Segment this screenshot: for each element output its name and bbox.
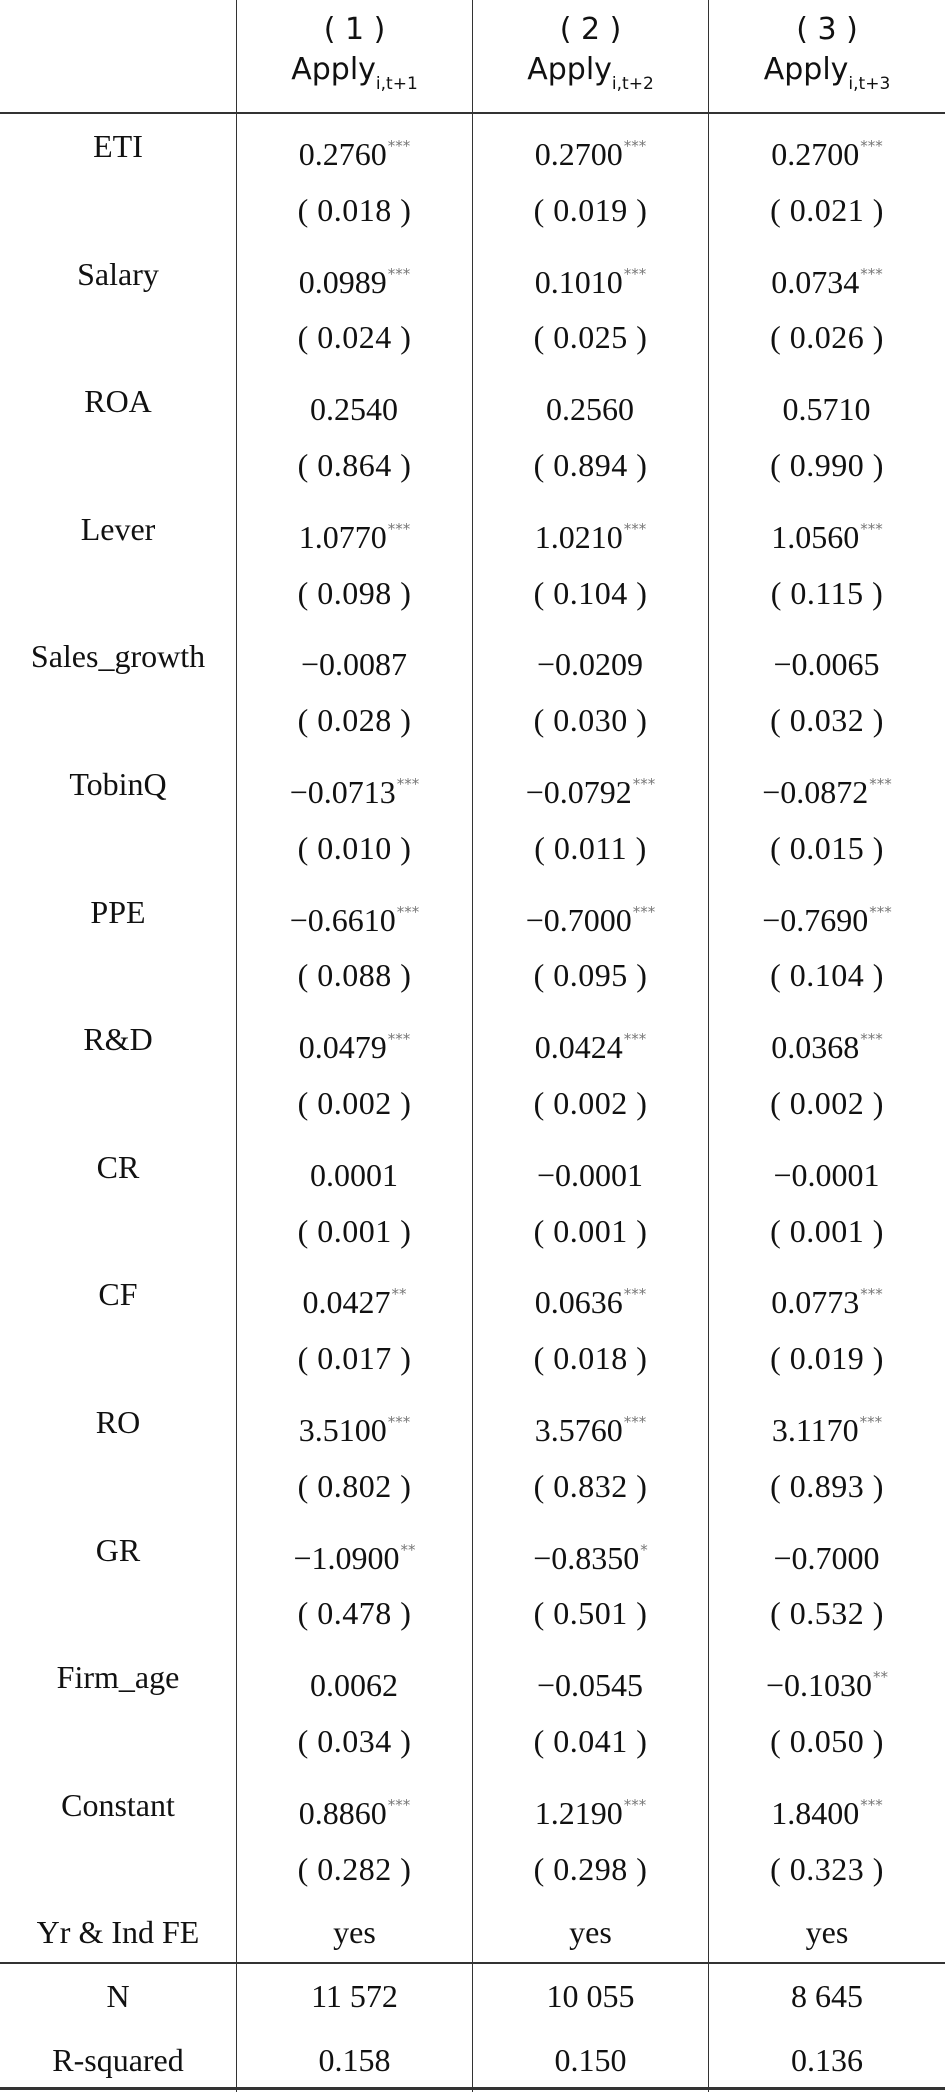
standard-error-cell: ( 0.001 ) (770, 1212, 884, 1249)
significance-stars: *** (859, 1413, 883, 1431)
significance-stars: *** (860, 1795, 883, 1814)
coefficient-cell (473, 752, 708, 816)
standard-error-row (0, 561, 945, 625)
coefficient-cell (237, 752, 472, 816)
coefficient-row (0, 1390, 945, 1454)
variable-label: Constant (61, 1786, 175, 1823)
coefficient-value: 0.0636 (534, 1284, 623, 1321)
significance-stars: *** (396, 775, 420, 793)
standard-error-cell: ( 0.034 ) (297, 1723, 412, 1759)
variable-label: ROA (84, 383, 152, 420)
variable-label: TobinQ (69, 766, 167, 802)
standard-error-cell: ( 0.015 ) (770, 829, 884, 866)
standard-error-cell: ( 0.002 ) (297, 1085, 412, 1121)
coefficient-cell (473, 497, 708, 561)
coefficient-cell (473, 1645, 708, 1709)
coefficient-cell (237, 369, 472, 433)
variable-label: R&D (83, 1021, 153, 1058)
coefficient-cell (473, 1773, 708, 1837)
coefficient-cell (473, 1518, 708, 1582)
dep-var-subscript: i,t+3 (848, 74, 891, 94)
stat-value: 10 055 (546, 1978, 635, 2014)
variable-label: Salary (77, 255, 159, 292)
significance-stars: *** (387, 1795, 411, 1814)
standard-error-cell: ( 0.010 ) (297, 829, 412, 866)
coefficient-cell (473, 1135, 708, 1199)
coefficient-cell (709, 1518, 945, 1582)
coefficient-cell (237, 624, 472, 688)
coefficient-cell (473, 624, 708, 688)
standard-error-cell: ( 0.001 ) (533, 1212, 648, 1249)
standard-error-cell: ( 0.025 ) (533, 319, 648, 356)
coefficient-cell (709, 880, 945, 944)
variable-label: PPE (90, 893, 146, 930)
coefficient-row (0, 497, 945, 561)
significance-stars: *** (623, 1413, 647, 1431)
coefficient-cell (709, 1645, 945, 1709)
stat-value: 0.136 (791, 2041, 863, 2078)
coefficient-cell (237, 242, 472, 306)
coefficient-row (0, 1007, 945, 1071)
standard-error-cell: ( 0.532 ) (770, 1595, 884, 1632)
coefficient-value: 0.0001 (310, 1156, 398, 1193)
significance-stars: *** (623, 519, 647, 538)
variable-label: RO (95, 1404, 141, 1440)
significance-stars: ** (873, 1668, 889, 1687)
standard-error-cell: ( 0.032 ) (770, 702, 884, 739)
coefficient-value: 0.2700 (534, 136, 623, 172)
coefficient-cell (237, 880, 472, 944)
stat-label: R-squared (52, 2041, 184, 2078)
standard-error-cell: ( 0.011 ) (534, 829, 647, 866)
significance-stars: *** (387, 1030, 411, 1049)
column-header-2 (473, 10, 708, 110)
coefficient-cell (237, 1135, 472, 1199)
stats-row (0, 1964, 945, 2028)
standard-error-row (0, 688, 945, 752)
coefficient-value: 0.2540 (310, 391, 398, 428)
fe-label: Yr & Ind FE (36, 1914, 200, 1951)
standard-error-row (0, 1454, 945, 1518)
coefficient-value: −0.8350 (533, 1539, 640, 1576)
coefficient-value: 0.0062 (310, 1667, 398, 1704)
fe-value: yes (333, 1914, 376, 1951)
standard-error-row (0, 305, 945, 369)
coefficient-cell (473, 1262, 708, 1326)
coefficient-row (0, 1518, 945, 1582)
column-number: ( 1 ) (323, 12, 386, 47)
significance-stars: * (640, 1540, 648, 1559)
standard-error-cell: ( 0.501 ) (533, 1595, 648, 1632)
coefficient-cell (237, 1645, 472, 1709)
coefficient-cell (237, 1390, 472, 1454)
significance-stars: *** (623, 137, 647, 155)
standard-error-cell: ( 0.041 ) (533, 1723, 648, 1759)
standard-error-row (0, 1071, 945, 1135)
standard-error-row (0, 1709, 945, 1773)
coefficient-value: 0.5710 (782, 391, 871, 428)
significance-stars: ** (400, 1540, 416, 1559)
coefficient-value: 1.0210 (534, 518, 623, 555)
standard-error-row (0, 178, 945, 242)
standard-error-cell: ( 0.001 ) (297, 1212, 412, 1249)
coefficient-cell (473, 242, 708, 306)
coefficient-cell (709, 114, 945, 178)
column-number: ( 2 ) (559, 12, 622, 47)
dep-var-subscript: i,t+1 (375, 74, 418, 94)
standard-error-row (0, 943, 945, 1007)
coefficient-value: 0.2760 (298, 136, 387, 172)
coefficient-value: −0.0087 (300, 646, 408, 683)
coefficient-cell (709, 1773, 945, 1837)
significance-stars: *** (387, 137, 411, 155)
coefficient-value: −0.0713 (289, 774, 396, 810)
coefficient-cell (237, 1518, 472, 1582)
dep-var-name: Apply (291, 52, 376, 87)
dependent-variable (237, 50, 472, 104)
dependent-variable (709, 50, 945, 104)
coefficient-cell (237, 497, 472, 561)
standard-error-row (0, 1199, 945, 1263)
coefficient-value: 0.8860 (298, 1794, 387, 1831)
coefficient-row (0, 752, 945, 816)
coefficient-value: 1.8400 (771, 1794, 860, 1831)
coefficient-value: 0.0424 (534, 1029, 623, 1066)
dep-var-subscript: i,t+2 (611, 74, 654, 94)
coefficient-value: −1.0900 (293, 1539, 400, 1576)
standard-error-cell: ( 0.802 ) (297, 1467, 412, 1504)
variable-label: Lever (80, 510, 156, 547)
significance-stars: *** (860, 1285, 883, 1304)
significance-stars: *** (869, 902, 892, 921)
coefficient-cell (709, 497, 945, 561)
standard-error-cell: ( 0.104 ) (533, 574, 648, 611)
coefficient-cell (709, 1390, 945, 1454)
standard-error-cell: ( 0.893 ) (770, 1467, 884, 1504)
standard-error-cell: ( 0.024 ) (297, 319, 412, 356)
coefficient-row (0, 1262, 945, 1326)
standard-error-cell: ( 0.028 ) (297, 702, 412, 739)
coefficient-value: 0.1010 (534, 263, 623, 300)
standard-error-cell: ( 0.019 ) (770, 1340, 884, 1377)
significance-stars: *** (860, 137, 883, 155)
coefficient-value: −0.0872 (762, 774, 869, 810)
coefficient-value: −0.0209 (536, 646, 644, 683)
significance-stars: *** (632, 902, 656, 921)
fixed-effects-row (0, 1900, 945, 1964)
stat-value: 0.158 (318, 2041, 391, 2078)
coefficient-row (0, 1645, 945, 1709)
coefficient-value: 0.0989 (298, 263, 387, 300)
standard-error-row (0, 1837, 945, 1901)
standard-error-cell: ( 0.298 ) (533, 1850, 648, 1887)
dep-var-name: Apply (763, 52, 849, 87)
coefficient-value: 3.5760 (534, 1412, 623, 1448)
significance-stars: *** (623, 1795, 647, 1814)
standard-error-cell: ( 0.026 ) (770, 319, 884, 356)
coefficient-value: 1.0560 (771, 518, 860, 555)
fe-value: yes (569, 1914, 612, 1951)
coefficient-value: 0.0734 (771, 263, 860, 300)
dep-var-name: Apply (527, 52, 612, 87)
standard-error-row (0, 433, 945, 497)
coefficient-cell (237, 114, 472, 178)
coefficient-row (0, 369, 945, 433)
coefficient-cell (709, 624, 945, 688)
coefficient-value: −0.0001 (536, 1156, 644, 1193)
variable-label: GR (95, 1531, 141, 1568)
column-header-1 (237, 10, 472, 110)
coefficient-value: −0.7690 (762, 901, 869, 938)
standard-error-cell: ( 0.323 ) (770, 1850, 884, 1887)
significance-stars: ** (391, 1285, 407, 1304)
coefficient-value: 3.1170 (771, 1412, 859, 1448)
standard-error-row (0, 1581, 945, 1645)
coefficient-value: 3.5100 (298, 1412, 387, 1448)
coefficient-value: 0.0773 (771, 1284, 860, 1321)
variable-label: ETI (93, 128, 143, 164)
significance-stars: *** (387, 264, 411, 283)
coefficient-value: 1.2190 (534, 1794, 623, 1831)
coefficient-value: 0.2560 (546, 391, 634, 428)
variable-label: CF (98, 1276, 138, 1313)
coefficient-value: 0.0427 (302, 1284, 391, 1321)
standard-error-row (0, 1326, 945, 1390)
standard-error-cell: ( 0.019 ) (533, 191, 648, 228)
significance-stars: *** (869, 775, 892, 793)
coefficient-cell (473, 880, 708, 944)
significance-stars: *** (860, 519, 883, 538)
coefficient-row (0, 1773, 945, 1837)
standard-error-cell: ( 0.894 ) (533, 447, 648, 483)
standard-error-cell: ( 0.478 ) (297, 1595, 412, 1632)
stats-row (0, 2028, 945, 2092)
coefficient-cell (709, 1135, 945, 1199)
significance-stars: *** (396, 902, 420, 921)
significance-stars: *** (387, 519, 411, 538)
significance-stars: *** (623, 1285, 647, 1304)
coefficient-cell (709, 242, 945, 306)
coefficient-value: −0.0001 (773, 1156, 880, 1193)
significance-stars: *** (623, 1030, 647, 1049)
significance-stars: *** (860, 264, 883, 283)
coefficient-value: −0.7000 (773, 1539, 880, 1576)
coefficient-cell (709, 369, 945, 433)
coefficient-cell (709, 1262, 945, 1326)
coefficient-value: 0.2700 (771, 136, 860, 172)
significance-stars: *** (860, 1030, 883, 1049)
coefficient-cell (237, 1773, 472, 1837)
coefficient-cell (709, 1007, 945, 1071)
coefficient-cell (709, 752, 945, 816)
fe-value: yes (805, 1914, 849, 1951)
coefficient-cell (473, 369, 708, 433)
standard-error-cell: ( 0.002 ) (770, 1085, 884, 1121)
stat-label: N (106, 1978, 130, 2014)
stat-value: 0.150 (554, 2041, 627, 2078)
coefficient-value: 0.0368 (771, 1029, 860, 1066)
standard-error-cell: ( 0.832 ) (533, 1467, 648, 1504)
variable-label: Sales_growth (30, 638, 206, 675)
column-number: ( 3 ) (796, 12, 858, 47)
significance-stars: *** (387, 1413, 411, 1431)
coefficient-row (0, 880, 945, 944)
coefficient-cell (237, 1007, 472, 1071)
coefficient-row (0, 114, 945, 178)
coefficient-value: 1.0770 (298, 518, 387, 555)
coefficient-value: −0.7000 (525, 901, 632, 938)
standard-error-cell: ( 0.282 ) (297, 1850, 412, 1887)
coefficient-value: −0.0065 (773, 646, 880, 683)
significance-stars: *** (632, 775, 656, 793)
column-header-3 (709, 10, 945, 110)
standard-error-cell: ( 0.021 ) (770, 191, 884, 228)
dependent-variable (473, 50, 708, 104)
standard-error-cell: ( 0.098 ) (297, 574, 412, 611)
standard-error-cell: ( 0.095 ) (533, 957, 648, 994)
coefficient-cell (237, 1262, 472, 1326)
coefficient-row (0, 624, 945, 688)
standard-error-cell: ( 0.002 ) (533, 1085, 648, 1121)
coefficient-cell (473, 1007, 708, 1071)
coefficient-value: −0.6610 (289, 901, 396, 938)
standard-error-cell: ( 0.018 ) (297, 191, 412, 228)
coefficient-row (0, 242, 945, 306)
coefficient-value: −0.1030 (765, 1667, 873, 1704)
coefficient-value: −0.0545 (536, 1667, 644, 1704)
standard-error-cell: ( 0.018 ) (533, 1340, 648, 1377)
standard-error-cell: ( 0.990 ) (770, 447, 884, 483)
coefficient-cell (473, 1390, 708, 1454)
variable-label: Firm_age (56, 1659, 180, 1696)
variable-label: CR (96, 1148, 140, 1185)
significance-stars: *** (623, 264, 647, 283)
standard-error-cell: ( 0.115 ) (770, 574, 884, 611)
standard-error-cell: ( 0.104 ) (770, 957, 884, 994)
standard-error-cell: ( 0.017 ) (297, 1340, 412, 1377)
standard-error-cell: ( 0.864 ) (297, 447, 412, 483)
coefficient-cell (473, 114, 708, 178)
stat-value: 8 645 (791, 1978, 863, 2014)
standard-error-row (0, 816, 945, 880)
coefficient-row (0, 1135, 945, 1199)
coefficient-value: 0.0479 (298, 1029, 387, 1066)
standard-error-cell: ( 0.050 ) (770, 1723, 884, 1759)
coefficient-value: −0.0792 (525, 774, 632, 810)
stat-value: 11 572 (311, 1978, 398, 2014)
standard-error-cell: ( 0.030 ) (533, 702, 648, 739)
standard-error-cell: ( 0.088 ) (297, 957, 412, 994)
